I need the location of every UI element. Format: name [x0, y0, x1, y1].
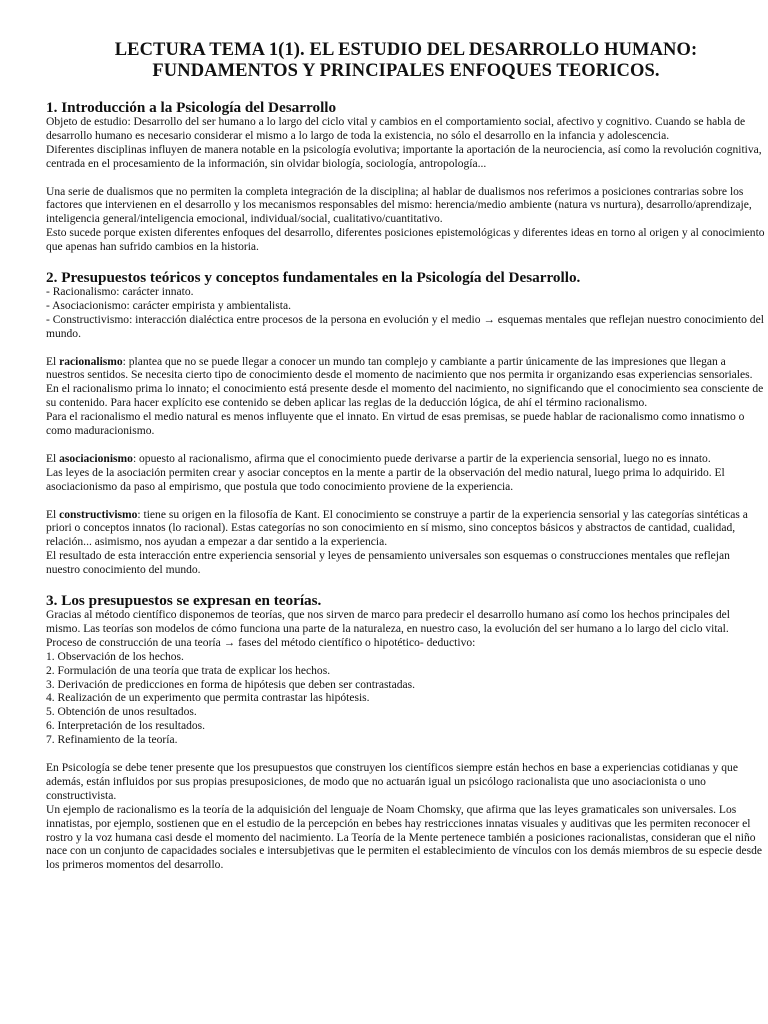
section-teorias: [46, 592, 766, 873]
title-line-1: LECTURA TEMA 1(1). EL ESTUDIO DEL DESARROLLO HUMANO:: [114, 40, 698, 60]
paragraph: El resultado de esta interacción entre experiencia sensorial y leyes de pensamiento universales son esquemas o construcciones mentales que reflejan nuestro conocimiento del mundo.: [46, 550, 730, 577]
term-asociacionismo: asociacionismo: [59, 452, 133, 465]
list-item: 3. Derivación de predicciones en forma de hipótesis que deben ser contrastadas.: [46, 678, 416, 691]
term-racionalismo: racionalismo: [59, 355, 123, 368]
paragraph-constructivismo: El constructivismo: tiene su origen en la filosofía de Kant. El conocimiento se construye a partir de la experiencia sensorial y las categorías sintéticas a priori o conceptos innatos (lo racional). Estas categorías no son conocimiento en sí mismo, sino conceptos básicos y abstractos de cantidad, cualidad, relación... asimismo, nos ayudan a empezar a dar sentido a la experiencia.: [46, 508, 748, 549]
list-item: 1. Observación de los hechos.: [46, 650, 184, 663]
section-heading: 1. Introducción a la Psicología del Desarrollo: [46, 99, 337, 116]
paragraph: Proceso de construcción de una teoría → fases del método científico o hipotético- deductivo:: [46, 636, 476, 649]
section-introduccion: [46, 99, 766, 255]
section-heading: 2. Presupuestos teóricos y conceptos fundamentales en la Psicología del Desarrollo.: [46, 269, 581, 287]
paragraph: Esto sucede porque existen diferentes enfoques del desarrollo, diferentes posiciones epistemológicas y diferentes ideas en torno al origen y al conocimiento que apenas han sufrido cambios en la historia.: [46, 227, 765, 254]
list-item: 6. Interpretación de los resultados.: [46, 720, 206, 733]
paragraph: En Psicología se debe tener presente que los presupuestos que construyen los científicos siempre están hechos en base a experiencias cotidianas y que además, están influidos por sus propias presuposiciones, de modo que no actuarán igual un psicólogo racionalista que uno asociacionista o uno constructivista.: [46, 761, 738, 802]
approach-list: [46, 286, 766, 342]
section-heading: 3. Los presupuestos se expresan en teorías.: [46, 592, 322, 610]
paragraph: Diferentes disciplinas influyen de manera notable en la psicología evolutiva; importante la aportación de la neurociencia, así como la revolución cognitiva, centrada en el procesamiento de la información, sin olvidar biología, sociología, antropología...: [46, 143, 762, 170]
title-line-2: FUNDAMENTOS Y PRINCIPALES ENFOQUES TEORICOS.: [152, 61, 660, 81]
paragraph: Una serie de dualismos que no permiten la completa integración de la disciplina; al hablar de dualismos nos referimos a posiciones contrarias sobre los factores que intervienen en el desarrollo y los mecanismos responsables del mismo: herencia/medio ambiente (natura vs nurtura), desarrollo/aprendizaje, inteligencia general/inteligencia emocional, individual/social, cualitativo/cuantitativo.: [46, 185, 752, 226]
list-item: 4. Realización de un experimento que permita contrastar las hipótesis.: [46, 692, 370, 705]
steps-list: [46, 651, 766, 748]
list-item: - Constructivismo: interacción dialéctica entre procesos de la persona en evolución y el medio → esquemas mentales que reflejan nuestro conocimiento del mundo.: [46, 313, 764, 340]
paragraph-asociacionismo: El asociacionismo: opuesto al racionalismo, afirma que el conocimiento puede derivarse a partir de la experiencia sensorial, luego no es innato.: [46, 452, 711, 465]
list-item: - Racionalismo: carácter innato.: [46, 286, 194, 299]
list-item: 7. Refinamiento de la teoría.: [46, 734, 178, 747]
paragraph: Objeto de estudio: Desarrollo del ser humano a lo largo del ciclo vital y cambios en el comportamiento social, afectivo y cognitivo. Cuando se habla de desarrollo humano es necesario considerar el mismo a lo largo de toda la existencia, no sólo el desarrollo en la infancia y adolescencia.: [46, 116, 746, 142]
list-item: 2. Formulación de una teoría que trata de explicar los hechos.: [46, 664, 331, 677]
section-presupuestos: [46, 269, 766, 578]
paragraph: Las leyes de la asociación permiten crear y asociar conceptos en la mente a partir de la observación del medio natural, luego prima lo adquirido. El asociacionismo da paso al empirismo, que postula que todo conocimiento proviene de la experiencia.: [46, 466, 725, 493]
document-title: [46, 40, 766, 82]
term-constructivismo: constructivismo: [59, 508, 138, 521]
paragraph: Para el racionalismo el medio natural es menos influyente que el innato. En virtud de esas premisas, se puede hablar de racionalismo como innatismo o como maduracionismo.: [46, 411, 745, 438]
list-item: - Asociacionismo: carácter empirista y ambientalista.: [46, 299, 291, 312]
list-item: 5. Obtención de unos resultados.: [46, 706, 197, 719]
paragraph: Un ejemplo de racionalismo es la teoría de la adquisición del lenguaje de Noam Chomsky, que afirma que las leyes gramaticales son universales. Los innatistas, por ejemplo, sostienen que en el estudio de la percepción en bebes hay restricciones innatas visuales y auditivas que les permiten reconocer el rostro y la voz humana casi desde el momento del nacimiento. La Teoría de la Mente pertenece también a posiciones racionalistas, consideran que el niño nace con un conjunto de capacidades sociales e intersubjetivas que le permiten el establecimiento de vínculos con los demás miembros de su especie desde los primeros momentos del desarrollo.: [46, 803, 762, 872]
paragraph-racionalismo: El racionalismo: plantea que no se puede llegar a conocer un mundo tan complejo y cambiante a partir únicamente de las impresiones que llegan a nuestros sentidos. Se necesita cierto tipo de conocimiento desde el momento de nacimiento que nos permita ir organizando esas experiencias sensoriales. En el racionalismo prima lo innato; el conocimiento está presente desde el momento del nacimiento, no significando que el conocimiento sea consciente de su contenido. Para hacer explícito ese contenido se deben aplicar las reglas de la deducción lógica, de ahí el término racionalismo.: [46, 355, 764, 410]
paragraph: Gracias al método científico disponemos de teorías, que nos sirven de marco para predecir el desarrollo humano así como los hechos principales del mismo. Las teorías son modelos de cómo funciona una parte de la naturaleza, en nuestro caso, la evolución del ser humano a lo largo del ciclo vital.: [46, 609, 730, 635]
